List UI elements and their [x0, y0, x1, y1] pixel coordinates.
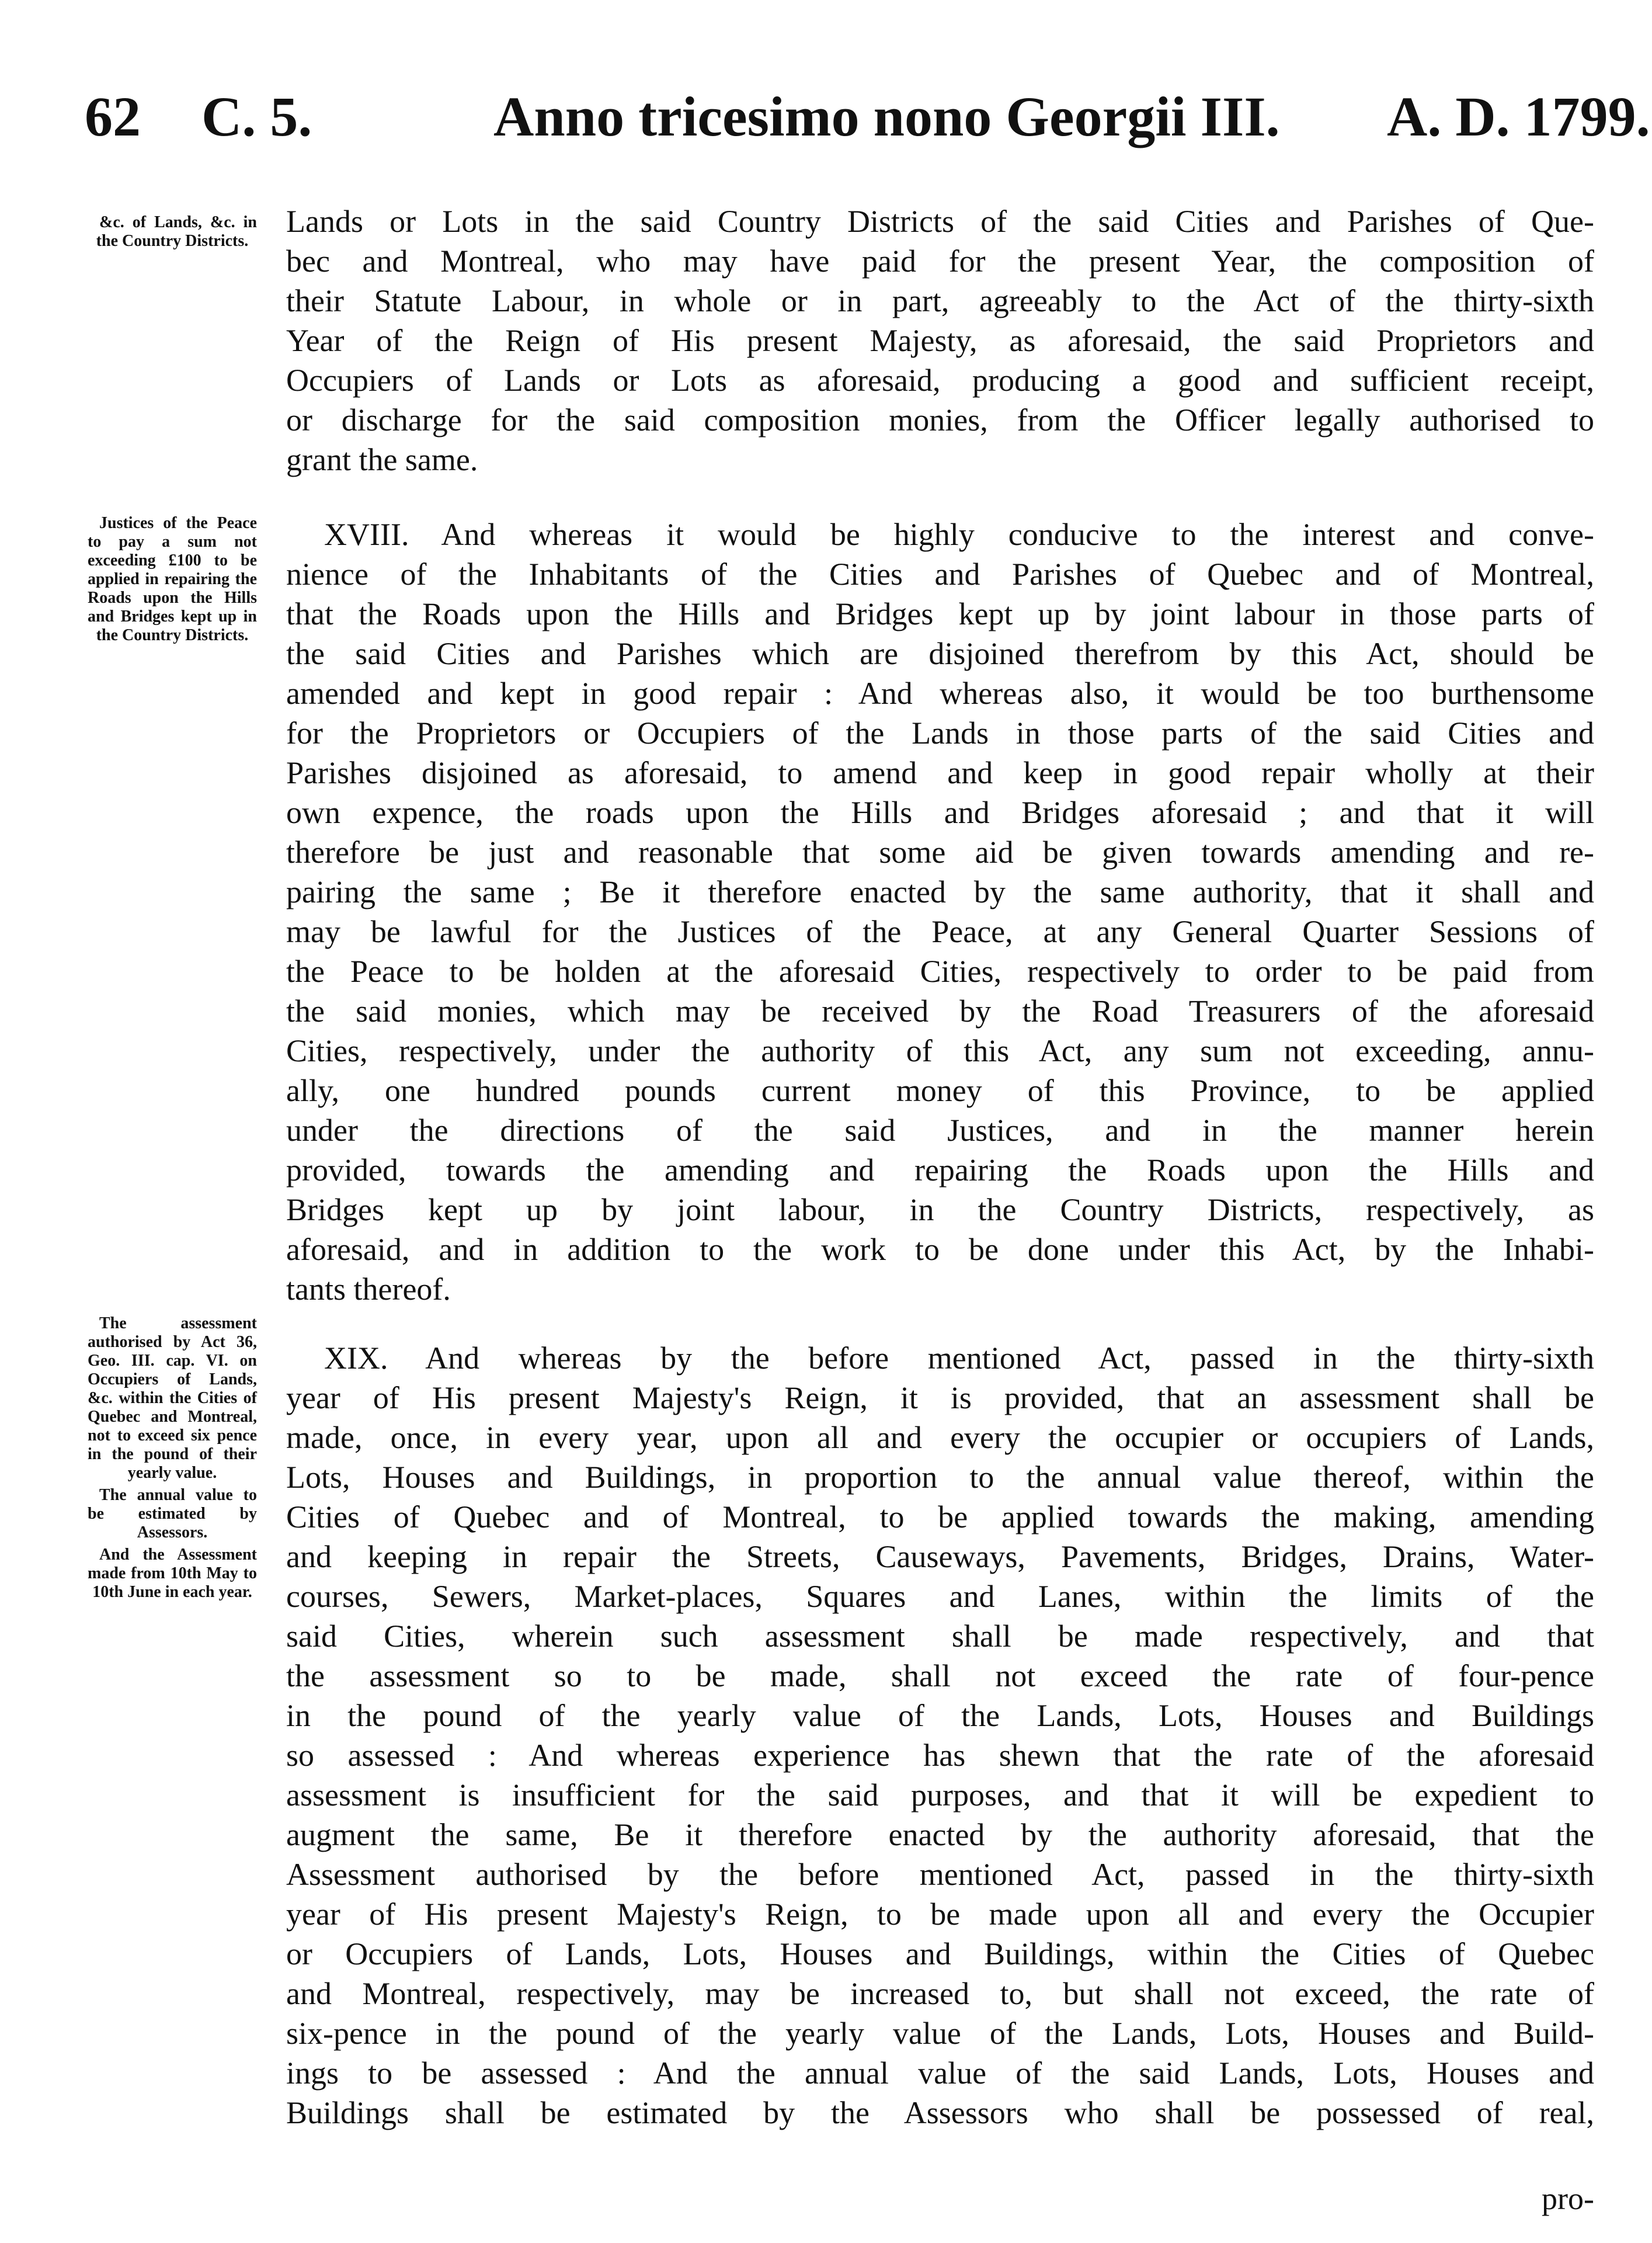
- body-line: Lands or Lots in the said Country Districts of the said Cities and Parishes of Que-: [286, 204, 1594, 239]
- body-line: for the Proprietors or Occupiers of the Lands in those parts of the said Cities and: [286, 716, 1594, 751]
- body-line: Year of the Reign of His present Majesty, as aforesaid, the said Proprietors and: [286, 323, 1594, 358]
- body-line: or discharge for the said composition monies, from the Officer legally authorised to: [286, 402, 1594, 438]
- body-line: that the Roads upon the Hills and Bridges kept up by joint labour in those parts of: [286, 596, 1594, 631]
- body-line: the said monies, which may be received by the Road Treasurers of the aforesaid: [286, 994, 1594, 1029]
- sidenote-assessment: [88, 1314, 257, 1605]
- body-line: grant the same.: [286, 442, 478, 477]
- body-line: provided, towards the amending and repairing the Roads upon the Hills and: [286, 1152, 1594, 1188]
- body-line: Bridges kept up by joint labour, in the Country Districts, respectively, as: [286, 1192, 1594, 1227]
- body-line: courses, Sewers, Market-places, Squares and Lanes, within the limits of the: [286, 1579, 1594, 1614]
- page-header: [85, 82, 1650, 152]
- body-line: said Cities, wherein such assessment shall be made respectively, and that: [286, 1619, 1594, 1654]
- body-line: the Peace to be holden at the aforesaid Cities, respectively to order to be paid from: [286, 954, 1594, 989]
- body-line: bec and Montreal, who may have paid for the present Year, the composition of: [286, 244, 1594, 279]
- body-line: augment the same, Be it therefore enacted by the authority aforesaid, that the: [286, 1817, 1594, 1852]
- body-line: XIX. And whereas by the before mentioned Act, passed in the thirty-sixth: [324, 1341, 1594, 1376]
- body-line: in the pound of the yearly value of the Lands, Lots, Houses and Buildings: [286, 1698, 1594, 1733]
- body-line: and Montreal, respectively, may be increased to, but shall not exceed, the rate of: [286, 1976, 1594, 2011]
- body-line: therefore be just and reasonable that some aid be given towards amending and re-: [286, 835, 1594, 870]
- sidenote-justices-roads: Justices of the Peace to pay a sum not exceeding £100 to be applied in repairing the Roads upon the Hills and Bridges kept up in the Country Districts.: [88, 514, 257, 644]
- body-line: pairing the same ; Be it therefore enacted by the same authority, that it shall and: [286, 874, 1594, 909]
- sidenote-annual-value: The annual value to be estimated by Assessors.: [88, 1486, 257, 1541]
- body-line: ings to be assessed : And the annual value of the said Lands, Lots, Houses and: [286, 2055, 1594, 2091]
- running-title: Anno tricesimo nono Georgii III.: [493, 85, 1280, 148]
- body-line: Buildings shall be estimated by the Assessors who shall be possessed of real,: [286, 2095, 1594, 2130]
- body-line: the assessment so to be made, shall not exceed the rate of four-pence: [286, 1658, 1594, 1693]
- body-line: so assessed : And whereas experience has shewn that the rate of the aforesaid: [286, 1738, 1594, 1773]
- body-line: made, once, in every year, upon all and every the occupier or occupiers of Lands,: [286, 1420, 1594, 1455]
- body-line: and keeping in repair the Streets, Causeways, Pavements, Bridges, Drains, Water-: [286, 1539, 1594, 1574]
- body-line: Cities, respectively, under the authority of this Act, any sum not exceeding, annu-: [286, 1033, 1594, 1068]
- body-line: under the directions of the said Justices, and in the manner herein: [286, 1113, 1594, 1148]
- body-line: tants thereof.: [286, 1272, 451, 1307]
- body-line: Assessment authorised by the before mentioned Act, passed in the thirty-sixth: [286, 1857, 1594, 1892]
- body-line: Parishes disjoined as aforesaid, to amend and keep in good repair wholly at their: [286, 755, 1594, 790]
- body-line: Occupiers of Lands or Lots as aforesaid, producing a good and sufficient receipt,: [286, 363, 1594, 398]
- body-line: aforesaid, and in addition to the work to be done under this Act, by the Inhabi-: [286, 1232, 1594, 1267]
- body-line: own expence, the roads upon the Hills and Bridges aforesaid ; and that it will: [286, 795, 1594, 830]
- body-line: the said Cities and Parishes which are disjoined therefrom by this Act, should be: [286, 636, 1594, 671]
- body-line: Cities of Quebec and of Montreal, to be applied towards the making, amending: [286, 1499, 1594, 1534]
- body-line: XVIII. And whereas it would be highly conducive to the interest and conve-: [324, 517, 1594, 552]
- page-number: 62: [85, 85, 141, 148]
- year-label: A. D. 1799.: [1387, 85, 1650, 148]
- body-line: year of His present Majesty's Reign, to be made upon all and every the Occupier: [286, 1897, 1594, 1932]
- body-line: Lots, Houses and Buildings, in proportion to the annual value thereof, within the: [286, 1460, 1594, 1495]
- body-line: ally, one hundred pounds current money of this Province, to be applied: [286, 1073, 1594, 1108]
- sidenote-assessment-dates: And the Assessment made from 10th May to 10th June in each year.: [88, 1546, 257, 1601]
- body-line: nience of the Inhabitants of the Cities and Parishes of Quebec and of Montreal,: [286, 557, 1594, 592]
- catchword: pro-: [1542, 2181, 1594, 2216]
- sidenote-lands-country-districts: &c. of Lands, &c. in the Country Districts.: [96, 213, 257, 250]
- body-line: six-pence in the pound of the yearly value of the Lands, Lots, Houses and Build-: [286, 2016, 1594, 2051]
- body-line: assessment is insufficient for the said purposes, and that it will be expedient to: [286, 1777, 1594, 1813]
- body-line: their Statute Labour, in whole or in part, agreeably to the Act of the thirty-sixth: [286, 283, 1594, 318]
- body-line: amended and kept in good repair : And whereas also, it would be too burthensome: [286, 676, 1594, 711]
- body-line: or Occupiers of Lands, Lots, Houses and Buildings, within the Cities of Quebec: [286, 1936, 1594, 1971]
- sidenote-assessment-limit: The assessment authorised by Act 36, Geo. III. cap. VI. on Occupiers of Lands, &c. within the Cities of Quebec and Montreal, not to exceed six pence in the pound of their yearly value.: [88, 1314, 257, 1482]
- chapter-number: C. 5.: [201, 85, 312, 148]
- body-line: may be lawful for the Justices of the Peace, at any General Quarter Sessions of: [286, 914, 1594, 949]
- body-line: year of His present Majesty's Reign, it is provided, that an assessment shall be: [286, 1380, 1594, 1415]
